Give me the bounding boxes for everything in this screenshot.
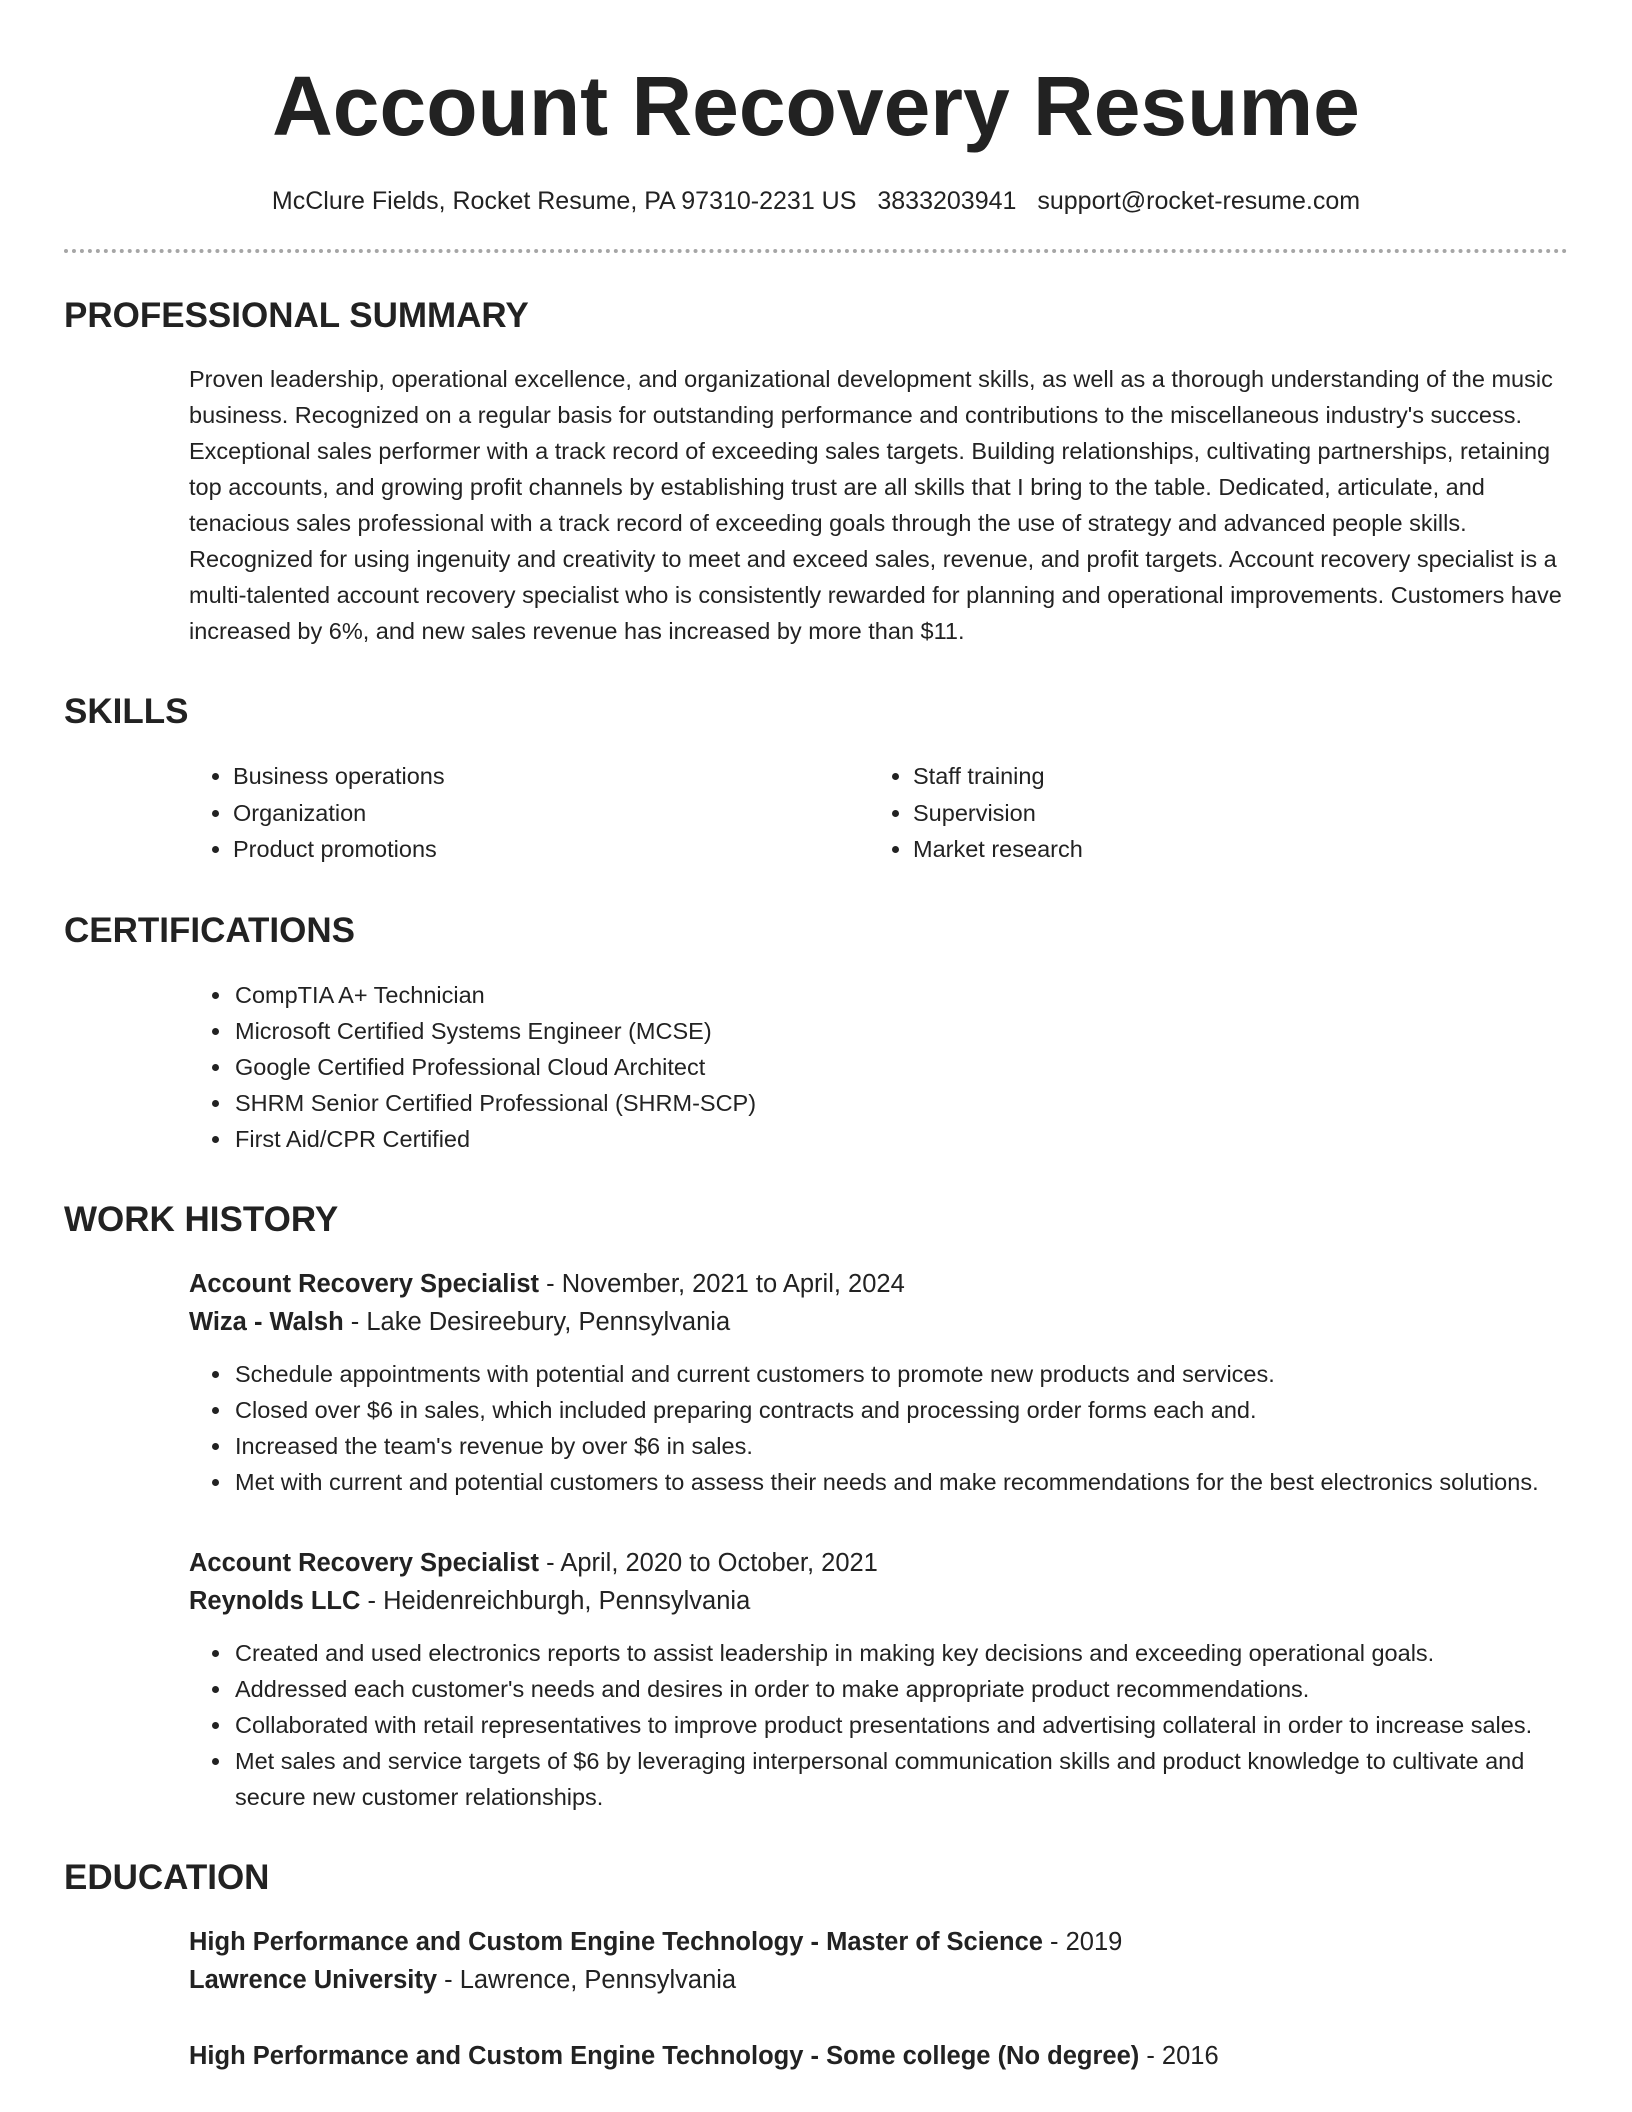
job-company-line — [64, 1303, 1568, 1341]
skills-section — [64, 691, 1568, 868]
job-entry — [64, 1544, 1568, 1815]
certification-item: • SHRM Senior Certified Professional (SHRM-SCP) — [233, 1085, 1568, 1121]
skills-grid — [64, 758, 1568, 868]
contact-info — [64, 184, 1568, 218]
job-company-line — [64, 1582, 1568, 1620]
job-entry — [64, 1265, 1568, 1500]
job-bullet: • Created and used electronics reports to assist leadership in making key decisions and exceeding operational goals. — [233, 1635, 1568, 1671]
certification-item: • First Aid/CPR Certified — [233, 1121, 1568, 1157]
skills-heading: SKILLS — [64, 692, 189, 731]
education-heading: EDUCATION — [64, 1857, 270, 1897]
job-bullet: • Met with current and potential customers to assess their needs and make recommendations for the best electronics solutions. — [233, 1464, 1568, 1500]
job-title-line — [64, 1544, 1568, 1582]
work-history-section — [64, 1199, 1568, 1815]
contact-email: support@rocket-resume.com — [1037, 187, 1361, 215]
skill-item: • Staff training — [913, 758, 1568, 795]
skill-item: • Business operations — [233, 758, 913, 795]
summary-heading: PROFESSIONAL SUMMARY — [64, 296, 529, 335]
contact-address: McClure Fields, Rocket Resume, PA 97310-2231 US — [271, 187, 857, 215]
job-bullet: • Addressed each customer's needs and desires in order to make appropriate product recommendations. — [233, 1671, 1568, 1707]
education-year: - 2019 — [1042, 1927, 1123, 1956]
skill-item: • Product promotions — [233, 831, 913, 868]
education-year: - 2016 — [1139, 2041, 1219, 2070]
job-bullet: • Schedule appointments with potential and current customers to promote new products and services. — [233, 1356, 1568, 1392]
certification-item: • Google Certified Professional Cloud Architect — [233, 1049, 1568, 1085]
certifications-heading: CERTIFICATIONS — [64, 910, 356, 950]
job-title: Account Recovery Specialist — [189, 1269, 540, 1298]
job-dates: - November, 2021 to April, 2024 — [539, 1269, 905, 1298]
job-bullet: • Increased the team's revenue by over $6 in sales. — [233, 1428, 1568, 1464]
education-degree-line — [64, 2037, 1568, 2075]
education-location: - Lawrence, Pennsylvania — [437, 1965, 737, 1994]
education-degree-line — [64, 1923, 1568, 1961]
job-bullet: • Closed over $6 in sales, which included preparing contracts and processing order forms each and. — [233, 1392, 1568, 1428]
certification-item: • CompTIA A+ Technician — [233, 977, 1568, 1013]
education-degree: High Performance and Custom Engine Technology - Some college (No degree) — [189, 2041, 1140, 2070]
job-location: - Lake Desireebury, Pennsylvania — [343, 1307, 731, 1336]
skill-item: • Supervision — [913, 795, 1568, 832]
job-bullets — [64, 1356, 1568, 1500]
education-section — [64, 1857, 1568, 2075]
skill-item: • Organization — [233, 795, 913, 832]
job-title-line — [64, 1265, 1568, 1303]
job-bullet: • Met sales and service targets of $6 by leveraging interpersonal communication skills and product knowledge to cultivate and secure new customer relationships. — [233, 1743, 1568, 1815]
resume-title: Account Recovery Resume — [272, 59, 1360, 153]
certification-item: • Microsoft Certified Systems Engineer (MCSE) — [233, 1013, 1568, 1049]
education-degree: High Performance and Custom Engine Technology - Master of Science — [189, 1927, 1043, 1956]
skills-list-left — [233, 758, 913, 868]
job-bullets — [64, 1635, 1568, 1815]
job-bullet: • Collaborated with retail representatives to improve product presentations and advertising collateral in order to increase sales. — [233, 1707, 1568, 1743]
job-company: Wiza - Walsh — [189, 1307, 344, 1336]
certifications-section — [64, 910, 1568, 1157]
header-divider — [64, 249, 1568, 253]
skill-item: • Market research — [913, 831, 1568, 868]
summary-section — [64, 295, 1568, 649]
job-location: - Heidenreichburgh, Pennsylvania — [360, 1586, 751, 1615]
education-school: Lawrence University — [189, 1965, 438, 1994]
job-company: Reynolds LLC — [189, 1586, 361, 1615]
education-school-line — [64, 1961, 1568, 1999]
skills-list-right — [913, 758, 1568, 868]
job-title: Account Recovery Specialist — [189, 1548, 540, 1577]
job-dates: - April, 2020 to October, 2021 — [539, 1548, 878, 1577]
certifications-list — [64, 977, 1568, 1157]
education-entry — [64, 2037, 1568, 2075]
contact-phone: 3833203941 — [877, 187, 1017, 215]
education-entry — [64, 1923, 1568, 1999]
work-history-heading: WORK HISTORY — [64, 1199, 339, 1239]
summary-text: Proven leadership, operational excellence, and organizational development skills, as well as a thorough understanding of the music business. Recognized on a regular basis for outstanding performance and contributions to the miscellaneous industry's success. Exceptional sales performer with a track record of exceeding sales targets. Building relationships, cultivating partnerships, retaining top accounts, and growing profit channels by establishing trust are all skills that I bring to the table. Dedicated, articulate, and tenacious sales professional with a track record of exceeding goals through the use of strategy and advanced people skills. Recognized for using ingenuity and creativity to meet and exceed sales, revenue, and profit targets. Account recovery specialist is a multi-talented account recovery specialist who is consistently rewarded for planning and operational improvements. Customers have increased by 6%, and new sales revenue has increased by more than $11. — [189, 366, 1562, 644]
